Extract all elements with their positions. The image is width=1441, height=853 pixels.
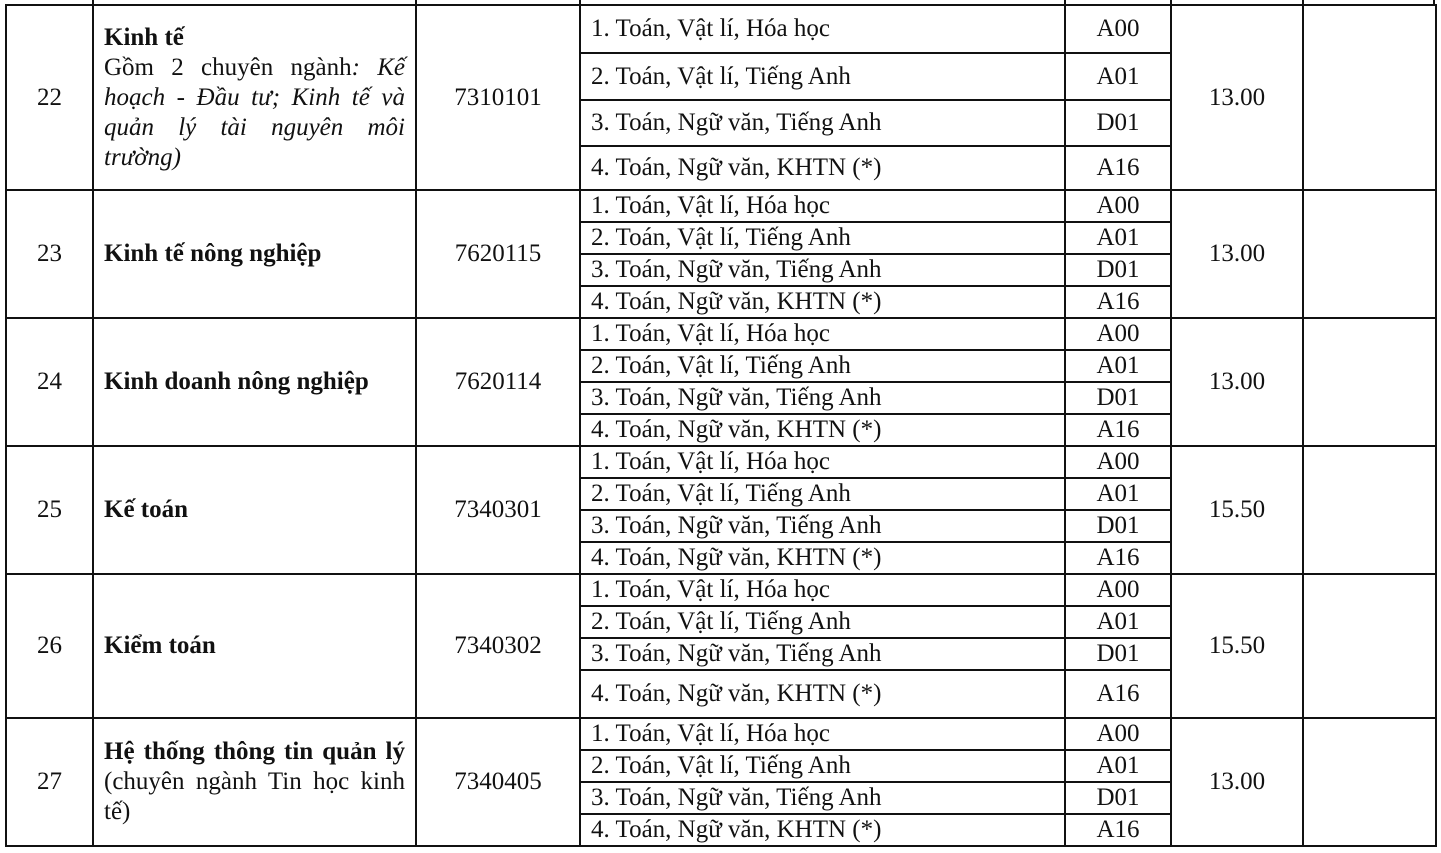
- combo-block: D01: [1065, 100, 1171, 146]
- major-code: 7340302: [416, 574, 580, 718]
- combo-text: 3. Toán, Ngữ văn, Tiếng Anh: [580, 254, 1065, 286]
- major-desc-plain: (chuyên ngành Tin học kinh tế): [104, 768, 405, 825]
- combo-text: 3. Toán, Ngữ văn, Tiếng Anh: [580, 510, 1065, 542]
- combo-block: D01: [1065, 782, 1171, 814]
- major-code: 7340405: [416, 718, 580, 846]
- table-row: [6, 446, 1436, 478]
- combo-block: A16: [1065, 814, 1171, 846]
- major-name: [93, 718, 416, 846]
- note-cell: [1303, 574, 1436, 718]
- combo-block: A01: [1065, 478, 1171, 510]
- table-row: [6, 318, 1436, 350]
- combo-text: 3. Toán, Ngữ văn, Tiếng Anh: [580, 782, 1065, 814]
- combo-block: D01: [1065, 638, 1171, 670]
- combo-block: A01: [1065, 350, 1171, 382]
- row-number: 26: [6, 574, 93, 718]
- combo-text: 4. Toán, Ngữ văn, KHTN (*): [580, 670, 1065, 718]
- table-row: [6, 5, 1436, 53]
- combo-block: D01: [1065, 510, 1171, 542]
- major-title: Hệ thống thông tin quản lý: [104, 738, 405, 765]
- benchmark-score: 13.00: [1171, 190, 1303, 318]
- combo-block: D01: [1065, 254, 1171, 286]
- combo-block: A16: [1065, 286, 1171, 318]
- row-number: 22: [6, 5, 93, 190]
- combo-text: 1. Toán, Vật lí, Hóa học: [580, 190, 1065, 222]
- combo-block: A00: [1065, 446, 1171, 478]
- note-cell: [1303, 5, 1436, 190]
- major-code: 7340301: [416, 446, 580, 574]
- note-cell: [1303, 446, 1436, 574]
- major-code: 7620115: [416, 190, 580, 318]
- combo-text: 4. Toán, Ngữ văn, KHTN (*): [580, 286, 1065, 318]
- table-row: [6, 190, 1436, 222]
- table-row: [6, 718, 1436, 750]
- admission-table: [5, 4, 1437, 847]
- major-desc-italic: : Kế hoạch - Đầu tư; Kinh tế và quản lý tài nguyên môi trường): [104, 53, 405, 171]
- combo-block: A16: [1065, 414, 1171, 446]
- benchmark-score: 13.00: [1171, 318, 1303, 446]
- major-name: Kinh doanh nông nghiệp: [93, 318, 416, 446]
- benchmark-score: 15.50: [1171, 574, 1303, 718]
- combo-block: A00: [1065, 318, 1171, 350]
- combo-text: 1. Toán, Vật lí, Hóa học: [580, 318, 1065, 350]
- benchmark-score: 15.50: [1171, 446, 1303, 574]
- combo-block: A00: [1065, 574, 1171, 606]
- combo-block: A01: [1065, 53, 1171, 100]
- combo-text: 2. Toán, Vật lí, Tiếng Anh: [580, 53, 1065, 100]
- table-body: [6, 5, 1436, 846]
- combo-text: 3. Toán, Ngữ văn, Tiếng Anh: [580, 100, 1065, 146]
- major-name: Kiểm toán: [93, 574, 416, 718]
- combo-text: 2. Toán, Vật lí, Tiếng Anh: [580, 222, 1065, 254]
- benchmark-score: 13.00: [1171, 5, 1303, 190]
- major-title: Kinh tế: [104, 23, 184, 51]
- combo-text: 2. Toán, Vật lí, Tiếng Anh: [580, 606, 1065, 638]
- combo-text: 3. Toán, Ngữ văn, Tiếng Anh: [580, 638, 1065, 670]
- combo-block: A00: [1065, 718, 1171, 750]
- combo-text: 3. Toán, Ngữ văn, Tiếng Anh: [580, 382, 1065, 414]
- combo-text: 1. Toán, Vật lí, Hóa học: [580, 446, 1065, 478]
- combo-text: 2. Toán, Vật lí, Tiếng Anh: [580, 750, 1065, 782]
- combo-text: 4. Toán, Ngữ văn, KHTN (*): [580, 814, 1065, 846]
- combo-block: A01: [1065, 750, 1171, 782]
- row-number: 24: [6, 318, 93, 446]
- note-cell: [1303, 718, 1436, 846]
- combo-block: D01: [1065, 382, 1171, 414]
- major-code: 7620114: [416, 318, 580, 446]
- combo-block: A01: [1065, 222, 1171, 254]
- combo-text: 2. Toán, Vật lí, Tiếng Anh: [580, 350, 1065, 382]
- combo-block: A16: [1065, 146, 1171, 190]
- major-code: 7310101: [416, 5, 580, 190]
- major-name: [93, 5, 416, 190]
- combo-text: 1. Toán, Vật lí, Hóa học: [580, 574, 1065, 606]
- combo-text: 1. Toán, Vật lí, Hóa học: [580, 5, 1065, 53]
- combo-text: 4. Toán, Ngữ văn, KHTN (*): [580, 146, 1065, 190]
- table-row: [6, 574, 1436, 606]
- combo-block: A00: [1065, 190, 1171, 222]
- combo-block: A16: [1065, 670, 1171, 718]
- row-number: 25: [6, 446, 93, 574]
- combo-text: 1. Toán, Vật lí, Hóa học: [580, 718, 1065, 750]
- note-cell: [1303, 190, 1436, 318]
- combo-block: A16: [1065, 542, 1171, 574]
- row-number: 23: [6, 190, 93, 318]
- combo-text: 2. Toán, Vật lí, Tiếng Anh: [580, 478, 1065, 510]
- major-name: Kế toán: [93, 446, 416, 574]
- combo-text: 4. Toán, Ngữ văn, KHTN (*): [580, 542, 1065, 574]
- combo-block: A01: [1065, 606, 1171, 638]
- row-number: 27: [6, 718, 93, 846]
- benchmark-score: 13.00: [1171, 718, 1303, 846]
- combo-block: A00: [1065, 5, 1171, 53]
- combo-text: 4. Toán, Ngữ văn, KHTN (*): [580, 414, 1065, 446]
- major-name: Kinh tế nông nghiệp: [93, 190, 416, 318]
- major-desc-plain: Gồm 2 chuyên ngành: [104, 53, 352, 81]
- note-cell: [1303, 318, 1436, 446]
